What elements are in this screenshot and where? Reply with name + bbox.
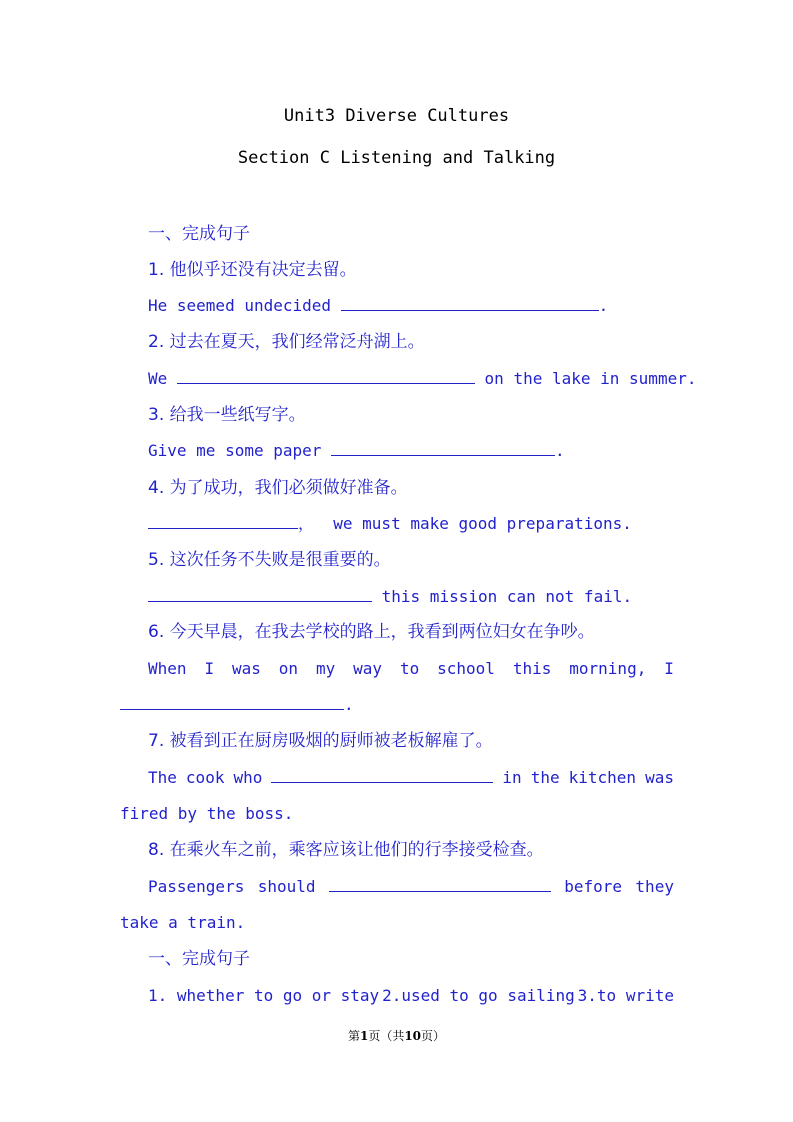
question-4-cn: 4. 为了成功，我们必须做好准备。 bbox=[148, 478, 408, 498]
question-8-cn: 8. 在乘火车之前，乘客应该让他们的行李接受检查。 bbox=[148, 840, 544, 860]
answer-blank-1[interactable] bbox=[341, 296, 599, 311]
question-1-en: He seemed undecided . bbox=[148, 296, 609, 315]
question-8-en-cont: take a train. bbox=[120, 913, 246, 932]
answer-blank-7[interactable] bbox=[271, 768, 493, 783]
question-5-cn: 5. 这次任务不失败是很重要的。 bbox=[148, 550, 391, 570]
question-5-en: this mission can not fail. bbox=[148, 587, 632, 607]
answer-blank-4[interactable] bbox=[148, 514, 298, 529]
answer-blank-5[interactable] bbox=[148, 587, 372, 602]
answers-header: 一、完成句子 bbox=[148, 949, 250, 969]
answers-line: 1. whether to go or stay 2.used to go sailing 3.to write bbox=[148, 986, 674, 1005]
answer-blank-3[interactable] bbox=[331, 441, 555, 456]
question-4-en: ， we must make good preparations. bbox=[148, 514, 632, 534]
question-6-en-cont: . bbox=[120, 695, 354, 715]
question-7-cn: 7. 被看到正在厨房吸烟的厨师被老板解雇了。 bbox=[148, 731, 493, 751]
section-header: 一、完成句子 bbox=[148, 224, 250, 244]
page-footer: 第1页（共10页） bbox=[347, 1029, 446, 1043]
question-2-en: We on the lake in summer. bbox=[148, 369, 697, 388]
question-6-en: When I was on my way to school this morning, I bbox=[148, 659, 674, 678]
question-3-cn: 3. 给我一些纸写字。 bbox=[148, 405, 306, 425]
answer-blank-6[interactable] bbox=[120, 695, 344, 710]
question-7-en: The cook who in the kitchen was bbox=[148, 768, 674, 787]
question-6-cn: 6. 今天早晨，在我去学校的路上，我看到两位妇女在争吵。 bbox=[148, 622, 595, 642]
document-title: Unit3 Diverse Cultures bbox=[283, 106, 510, 126]
answer-blank-2[interactable] bbox=[177, 369, 475, 384]
answer-blank-8[interactable] bbox=[329, 877, 551, 892]
document-subtitle: Section C Listening and Talking bbox=[237, 148, 556, 168]
question-2-cn: 2. 过去在夏天，我们经常泛舟湖上。 bbox=[148, 332, 425, 352]
question-3-en: Give me some paper . bbox=[148, 441, 565, 460]
question-7-en-cont: fired by the boss. bbox=[120, 804, 294, 823]
question-1-cn: 1. 他似乎还没有决定去留。 bbox=[148, 260, 357, 280]
question-8-en: Passengers should before they bbox=[148, 877, 674, 896]
